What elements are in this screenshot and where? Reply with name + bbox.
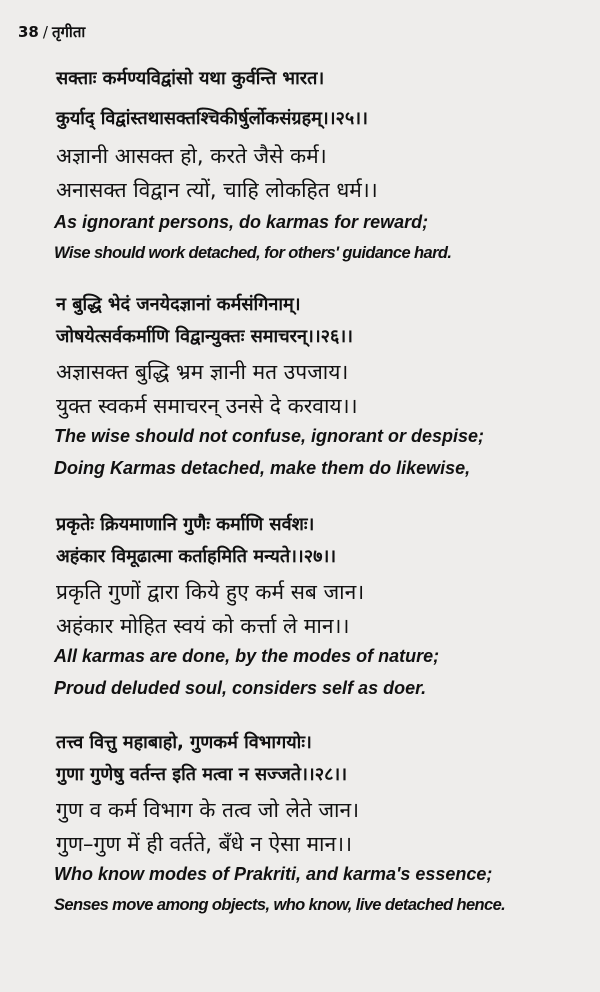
header-separator: / — [42, 23, 48, 41]
verse-26-english-line-1: The wise should not confuse, ignorant or despise; — [54, 426, 485, 446]
verse-25-sanskrit-line-1: सक्ताः कर्मण्यविद्वांसो यथा कुर्वन्ति भारत। — [56, 68, 325, 89]
verse-26-hindi-line-2: युक्त स्वकर्म समाचरन् उनसे दे करवाय।। — [56, 394, 358, 418]
verse-28-hindi-line-2: गुण–गुण में ही वर्तते, बँधे न ऐसा मान।। — [56, 832, 353, 856]
verse-27-english-line-1: All karmas are done, by the modes of nature; — [54, 646, 440, 666]
verse-25-english-line-2: Wise should work detached, for others' guidance hard. — [54, 244, 452, 262]
verse-26-english-line-2: Doing Karmas detached, make them do likewise, — [54, 458, 471, 478]
verse-28-english-line-1: Who know modes of Prakriti, and karma's essence; — [54, 864, 493, 884]
page-number: 38 — [18, 23, 39, 41]
verse-25-english-line-1: As ignorant persons, do karmas for reward; — [54, 212, 429, 232]
verse-28-hindi-line-1: गुण व कर्म विभाग के तत्व जो लेते जान। — [56, 798, 360, 822]
verse-26-sanskrit-line-2: जोषयेत्सर्वकर्माणि विद्वान्युक्तः समाचरन्।।२६।। — [56, 326, 354, 347]
verse-25-sanskrit-line-2: कुर्याद् विद्वांस्तथासक्तश्चिकीर्षुर्लोकसंग्रहम्।।२५।। — [56, 108, 368, 129]
page-header — [18, 22, 85, 42]
verse-28-english-line-2: Senses move among objects, who know, live detached hence. — [54, 896, 506, 914]
verse-25-hindi-line-2: अनासक्त विद्वान त्यों, चाहि लोकहित धर्म।। — [56, 178, 378, 202]
verse-26-hindi-line-1: अज्ञासक्त बुद्धि भ्रम ज्ञानी मत उपजाय। — [56, 360, 349, 384]
verse-27-hindi-line-2: अहंकार मोहित स्वयं को कर्त्ता ले मान।। — [56, 614, 350, 638]
running-title: तृगीता — [51, 23, 86, 41]
verse-27-sanskrit-line-2: अहंकार विमूढात्मा कर्ताहमिति मन्यते।।२७।। — [56, 546, 337, 567]
verse-25-hindi-line-1: अज्ञानी आसक्त हो, करते जैसे कर्म। — [56, 144, 327, 168]
verse-28-sanskrit-line-2: गुणा गुणेषु वर्तन्त इति मत्वा न सज्जते।।२८।। — [56, 764, 348, 785]
verse-27-hindi-line-1: प्रकृति गुणों द्वारा किये हुए कर्म सब जान। — [56, 580, 365, 604]
verse-27-english-line-2: Proud deluded soul, considers self as doer. — [54, 678, 427, 698]
verse-27-sanskrit-line-1: प्रकृतेः क्रियमाणानि गुणैः कर्माणि सर्वशः। — [56, 514, 315, 535]
verse-28-sanskrit-line-1: तत्त्व वित्तु महाबाहो, गुणकर्म विभागयोः। — [56, 732, 312, 753]
verse-26-sanskrit-line-1: न बुद्धि भेदं जनयेदज्ञानां कर्मसंगिनाम्। — [56, 294, 301, 315]
